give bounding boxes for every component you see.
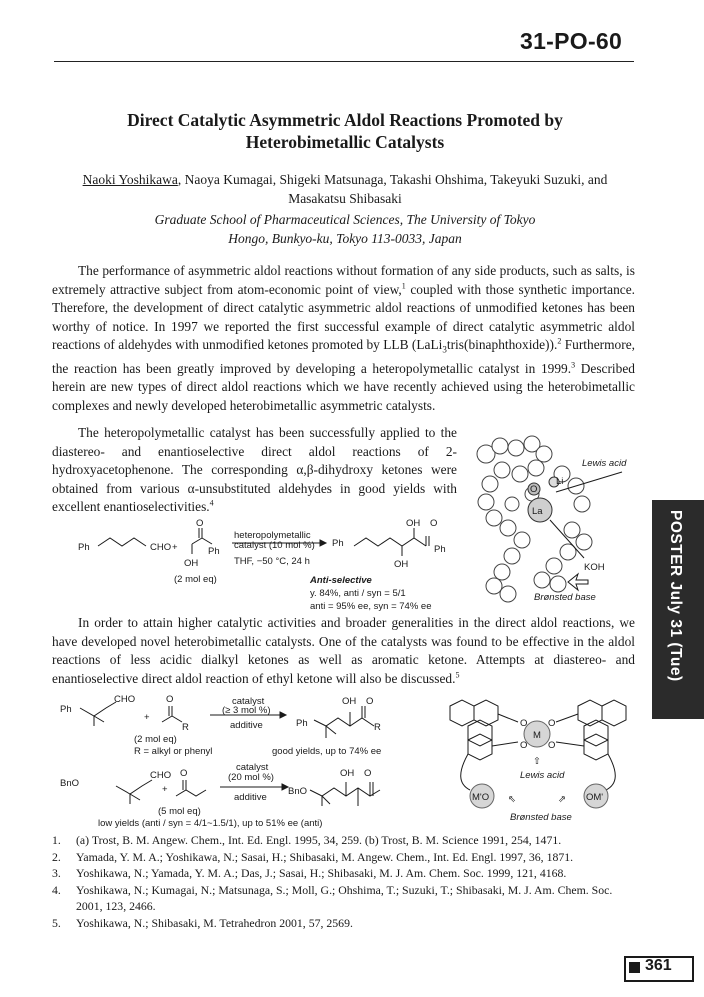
conditions-line1: heteropolymetallic [234, 530, 311, 541]
paper-title-line1: Direct Catalytic Asymmetric Aldol Reactions Promoted by [127, 110, 563, 130]
carbonyl-o: O [180, 768, 188, 779]
bronsted-base-label: Brønsted base [510, 812, 572, 823]
r-definition: R = alkyl or phenyl [134, 746, 213, 757]
ph-label: Ph [208, 546, 220, 557]
om-label: OM' [586, 792, 604, 803]
ph-label: Ph [434, 544, 446, 555]
equiv-label: (2 mol eq) [134, 734, 177, 745]
oh-label: OH [406, 518, 421, 529]
plus-sign: + [144, 712, 150, 723]
carbonyl-o: O [196, 518, 204, 529]
scheme-aldol-hydroxyacetophenone [52, 516, 472, 616]
binol-catalyst-figure [438, 692, 638, 828]
carbonyl-o: O [166, 694, 174, 705]
ph-label: Ph [296, 718, 308, 729]
la-label: La [532, 506, 543, 517]
carbonyl-o: O [430, 518, 438, 529]
scheme-dialkyl-ketone-aldol [52, 690, 432, 830]
bno-label: BnO [288, 786, 308, 797]
metal-m-label: M [533, 730, 541, 741]
presenting-author: Naoki Yoshikawa [82, 172, 178, 187]
li-label: Li [556, 476, 564, 487]
ph-label: Ph [60, 704, 72, 715]
oh-label: OH [340, 768, 355, 779]
reference-item: 1. (a) Trost, B. M. Angew. Chem., Int. Ed. Engl. 1995, 34, 259. (b) Trost, B. M. Science 1991, 254, 1471. [52, 833, 562, 847]
bno-label: BnO [60, 778, 80, 789]
o-label: O [548, 740, 556, 751]
references [52, 832, 637, 931]
affiliation-line1: Graduate School of Pharmaceutical Sciences, The University of Tokyo [154, 212, 536, 227]
coauthors: , Naoya Kumagai, Shigeki Matsunaga, Takashi Ohshima, Takeyuki Suzuki, and [177, 172, 608, 187]
paper-title-line2: Heterobimetallic Catalysts [245, 132, 445, 152]
up-arrow-icon: ⇧ [533, 756, 541, 767]
reference-item: 5. Yoshikawa, N.; Shibasaki, M. Tetrahedron 2001, 57, 2569. [52, 915, 353, 930]
anti-selective-label: Anti-selective [310, 575, 372, 586]
carbonyl-o: O [366, 696, 374, 707]
o-label: O [548, 718, 556, 729]
bronsted-base-label: Brønsted base [534, 592, 596, 603]
cho-label: CHO [150, 770, 172, 781]
arrow-icon: ⇗ [558, 794, 566, 805]
additive-label: additive [234, 792, 267, 803]
cho-label: CHO [150, 542, 172, 553]
result2-label: low yields (anti / syn = 4/1~1.5/1), up to 51% ee (anti) [98, 818, 323, 829]
ph-label: Ph [78, 542, 90, 553]
catalyst-label: catalyst [236, 762, 269, 773]
equiv-label: (5 mol eq) [158, 806, 201, 817]
arrow-icon: ⇖ [508, 794, 516, 805]
ph-label: Ph [332, 538, 344, 549]
reference-item: 4. Yoshikawa, N.; Kumagai, N.; Matsunaga, S.; Moll, G.; Ohshima, T.; Suzuki, T.; Shibasaki, M. J. Am. Chem. Soc. 2001, 123, 2466. [52, 882, 613, 913]
conditions-line2: catalyst (10 mol %) [234, 540, 315, 551]
lewis-acid-label: Lewis acid [520, 770, 565, 781]
page-number: 361 [645, 957, 672, 974]
equiv-label: (2 mol eq) [174, 574, 217, 585]
o-label: O [530, 484, 538, 495]
plus-sign: + [172, 542, 178, 553]
loading-label: (20 mol %) [228, 772, 274, 783]
r-label: R [374, 722, 381, 733]
conditions-line3: THF, −50 °C, 24 h [234, 556, 310, 567]
carbonyl-o: O [364, 768, 372, 779]
paragraph-2: The heteropolymetallic catalyst has been successfully applied to the diastereo- and enantioselective direct aldol reactions of 2-hydroxyacetophenone. The corresponding α,β-dihydroxy ketones were obtained from various α-unsubstituted aldehydes in good yields with excellent enantioselectivities.$^4$ [52, 425, 457, 515]
mo-label: M'O [472, 792, 490, 803]
lewis-acid-label: Lewis acid [582, 458, 627, 469]
cho-label: CHO [114, 694, 136, 705]
r-label: R [182, 722, 189, 733]
side-tab-label: POSTER July 31 (Tue) [667, 510, 684, 682]
oh-label: OH [394, 559, 409, 570]
oh-label: OH [342, 696, 357, 707]
authors-line2: Masakatsu Shibasaki [288, 191, 402, 206]
loading-label: (≥ 3 mol %) [222, 705, 271, 716]
reference-item: 2. Yamada, Y. M. A.; Yoshikawa, N.; Sasai, H.; Shibasaki, M. Angew. Chem., Int. Ed. Engl. 1997, 36, 1871. [52, 849, 574, 864]
paragraph-3: In order to attain higher catalytic activities and broader generalities in the direct aldol reactions, we have developed novel heterobimetallic catalysts. One of the catalysts was found to be effective in the aldol reactions of less acidic dialkyl ketones as well as aromatic ketone. Attempts at diastereo- and enantioselective direct aldol reaction of ethyl ketone will also be discussed.$^5$ [52, 615, 635, 686]
catalyst-model-figure [472, 434, 642, 606]
additive-label: additive [230, 720, 263, 731]
ee-label: anti = 95% ee, syn = 74% ee [310, 601, 432, 612]
reference-item: 3. Yoshikawa, N.; Yamada, Y. M. A.; Das, J.; Sasai, H.; Shibasaki, M. J. Am. Chem. Soc. 1999, 121, 4168. [52, 866, 567, 880]
yield-label: y. 84%, anti / syn = 5/1 [310, 588, 406, 599]
catalyst-label: catalyst [232, 696, 265, 707]
o-label: O [520, 740, 528, 751]
result-label: good yields, up to 74% ee [272, 746, 382, 757]
header-rule [54, 61, 634, 62]
koh-label: KOH [584, 562, 605, 573]
o-label: O [520, 718, 528, 729]
abstract-code: 31-PO-60 [520, 28, 623, 54]
oh-label: OH [184, 558, 199, 569]
paragraph-1: The performance of asymmetric aldol reactions without formation of any side products, such as salts, is extremely attractive subject from atom-economic point of view,$^1$ coupled with those synthetic importance. Therefore, the development of direct catalytic asymmetric aldol reactions of unmodified ketones has been worthy of notice. In 1997 we reported the first successful example of direct catalytic asymmetric aldol reactions of aldehydes with unmodified ketones promoted by LLB (LaLi$_3$tris(binaphthoxide)).$^2$ Furthermore, the reaction has been greatly improved by developing a heteropolymetallic catalyst in 1999.$^3$ Described herein are new types of direct aldol reactions which we have recently achieved using the heterobimetallic complexes and newly developed heterobimetallic asymmetric catalysts. [52, 263, 635, 413]
affiliation-line2: Hongo, Bunkyo-ku, Tokyo 113-0033, Japan [228, 231, 462, 246]
page-marker-icon [629, 962, 640, 973]
authors-line1 [60, 172, 630, 188]
plus-sign: + [162, 784, 168, 795]
